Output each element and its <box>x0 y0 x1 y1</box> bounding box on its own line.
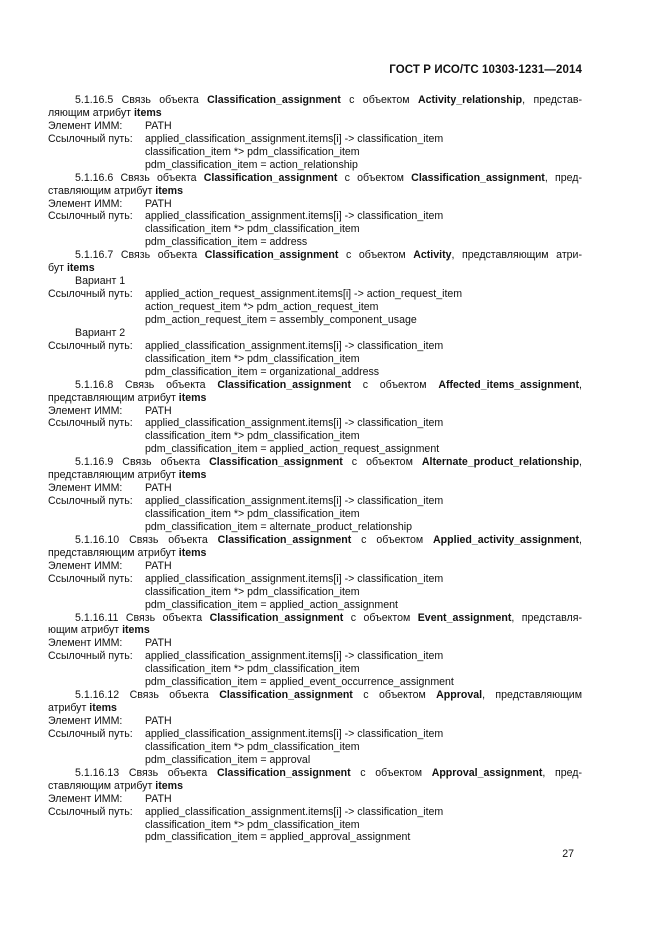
document-body <box>48 94 582 844</box>
clause-heading <box>48 767 582 780</box>
field-label: Элемент ИММ: <box>48 197 123 210</box>
field-value: PATH <box>145 792 172 805</box>
clause-heading-cont <box>48 185 582 198</box>
field-value: action_request_item *> pdm_action_request_item <box>145 301 379 313</box>
text-run: с объектом <box>337 171 412 184</box>
text-run: с объектом <box>340 94 418 106</box>
clause-heading <box>48 456 582 469</box>
text-run: с объектом <box>343 611 418 624</box>
field-value: PATH <box>145 482 172 495</box>
field-row <box>48 120 582 133</box>
field-value: pdm_classification_item = address <box>145 236 308 249</box>
field-value: classification_item *> pdm_classification_item <box>145 740 360 753</box>
field-label: Ссылочный путь: <box>48 727 133 740</box>
clause-heading-cont <box>48 262 582 275</box>
entity-name: items <box>155 184 183 197</box>
field-value: applied_classification_assignment.items[i] -> classification_item <box>145 727 444 740</box>
field-value: classification_item *> pdm_classification_item <box>145 818 360 831</box>
field-row <box>48 482 582 495</box>
entity-name: Classification_assignment <box>207 94 341 106</box>
field-value: classification_item *> pdm_classification_item <box>145 352 360 365</box>
field-label: Ссылочный путь: <box>48 572 133 585</box>
field-label: Ссылочный путь: <box>48 288 133 301</box>
field-value: applied_classification_assignment.items[i] -> classification_item <box>145 572 444 585</box>
field-value: pdm_classification_item = applied_action_request_assignment <box>145 443 440 456</box>
entity-name: Classification_assignment <box>203 171 338 184</box>
entity-name: Classification_assignment <box>204 249 339 262</box>
entity-name: items <box>178 469 207 482</box>
text-run: 5.1.16.12 Связь объекта <box>75 689 220 702</box>
clause-heading-cont <box>48 392 582 405</box>
text-run: , пред- <box>544 171 582 184</box>
clause-heading-cont <box>48 624 582 637</box>
entity-name: Affected_items_assignment <box>438 378 580 391</box>
field-label: Ссылочный путь: <box>48 132 133 145</box>
field-value: pdm_classification_item = alternate_product_relationship <box>145 520 413 533</box>
clause-heading <box>48 249 582 262</box>
field-value: classification_item *> pdm_classification_item <box>145 508 360 520</box>
clause-heading-cont <box>48 702 582 715</box>
field-value: classification_item *> pdm_classification_item <box>145 145 360 158</box>
clause-heading-cont <box>48 547 582 560</box>
text-run: , <box>579 456 582 469</box>
entity-name: Classification_assignment <box>209 456 343 469</box>
text-run: 5.1.16.8 Связь объекта <box>75 378 218 391</box>
text-run: ляющим атрибут <box>48 106 134 119</box>
field-row <box>48 586 582 599</box>
entity-name: Activity_relationship <box>417 94 523 106</box>
field-value: applied_classification_assignment.items[i] -> classification_item <box>145 210 444 223</box>
entity-name: Classification_assignment <box>411 171 545 184</box>
text-run: 5.1.16.11 Связь объекта <box>75 611 210 624</box>
field-row <box>48 831 582 844</box>
field-row <box>48 417 582 430</box>
field-value: classification_item *> pdm_classification_item <box>145 663 360 676</box>
variant-label: Вариант 1 <box>75 275 126 288</box>
field-label: Элемент ИММ: <box>48 482 123 495</box>
clause-heading <box>48 94 582 107</box>
field-label: Элемент ИММ: <box>48 715 123 727</box>
field-row <box>48 637 582 650</box>
field-row <box>48 146 582 159</box>
document-header: ГОСТ Р ИСО/ТС 10303-1231—2014 <box>389 64 582 76</box>
text-run: с объектом <box>338 249 414 262</box>
field-label: Ссылочный путь: <box>48 339 133 352</box>
field-row <box>48 443 582 456</box>
field-row <box>48 198 582 211</box>
clause-heading-cont <box>48 469 582 482</box>
entity-name: items <box>66 262 95 275</box>
field-value: applied_classification_assignment.items[i] -> classification_item <box>145 650 444 663</box>
entity-name: Classification_assignment <box>217 378 351 391</box>
field-label: Элемент ИММ: <box>48 119 123 132</box>
text-run: с объектом <box>351 533 434 546</box>
text-run: , представляющим атри- <box>451 249 583 262</box>
field-row <box>48 236 582 249</box>
field-label: Элемент ИММ: <box>48 404 123 417</box>
field-value: classification_item *> pdm_classification_item <box>145 430 360 443</box>
field-value: pdm_action_request_item = assembly_component_usage <box>145 313 417 326</box>
field-label: Ссылочный путь: <box>48 210 133 223</box>
entity-name: Event_assignment <box>417 611 512 624</box>
text-run: с объектом <box>350 766 432 779</box>
clause-heading-cont <box>48 107 582 120</box>
text-run: , представляющим <box>482 689 582 702</box>
entity-name: Classification_assignment <box>216 766 351 779</box>
clause-heading-cont <box>48 780 582 793</box>
field-value: pdm_classification_item = action_relationship <box>145 158 358 171</box>
text-run: , представля- <box>511 611 582 624</box>
field-label: Ссылочный путь: <box>48 417 133 430</box>
field-row <box>48 793 582 806</box>
field-row <box>48 301 582 314</box>
field-row <box>48 819 582 832</box>
text-run: атрибут <box>48 702 90 715</box>
text-run: с объектом <box>342 456 422 469</box>
entity-name: Classification_assignment <box>219 689 353 702</box>
field-row <box>48 806 582 819</box>
entity-name: items <box>178 391 207 404</box>
text-run: представляющим атрибут <box>48 391 179 404</box>
field-row <box>48 573 582 586</box>
field-row <box>48 741 582 754</box>
field-value: classification_item *> pdm_classification_item <box>145 223 360 236</box>
field-label: Ссылочный путь: <box>48 805 133 818</box>
field-value: classification_item *> pdm_classification_item <box>145 585 360 598</box>
field-row <box>48 599 582 612</box>
entity-name: Classification_assignment <box>217 533 352 546</box>
text-run: 5.1.16.9 Связь объекта <box>75 456 210 469</box>
text-run: , <box>579 378 582 391</box>
entity-name: items <box>155 779 183 792</box>
text-run: представляющим атрибут <box>48 469 179 482</box>
entity-name: Alternate_product_relationship <box>421 456 580 469</box>
field-row <box>48 495 582 508</box>
field-value: PATH <box>145 119 172 132</box>
field-value: pdm_classification_item = approval <box>145 753 311 766</box>
clause-heading <box>48 689 582 702</box>
field-label: Элемент ИММ: <box>48 559 123 572</box>
entity-name: items <box>89 702 117 715</box>
text-run: , пред- <box>542 766 582 779</box>
field-value: pdm_classification_item = applied_action_assignment <box>145 598 398 611</box>
field-row <box>48 210 582 223</box>
field-value: applied_classification_assignment.items[i] -> classification_item <box>145 417 444 430</box>
variant-label: Вариант 2 <box>75 326 126 339</box>
field-label: Ссылочный путь: <box>48 650 133 663</box>
field-value: applied_action_request_assignment.items[i] -> action_request_item <box>145 288 463 301</box>
field-value: pdm_classification_item = applied_approval_assignment <box>145 831 411 844</box>
field-value: PATH <box>145 197 172 210</box>
clause-heading <box>48 172 582 185</box>
text-run: ставляющим атрибут <box>48 184 156 197</box>
entity-name: Activity <box>413 249 452 262</box>
field-row <box>48 715 582 728</box>
field-row <box>48 405 582 418</box>
entity-name: items <box>178 546 207 559</box>
text-run: , представ- <box>522 94 583 106</box>
field-row <box>48 340 582 353</box>
text-run: с объектом <box>350 378 439 391</box>
text-run: с объектом <box>352 689 437 702</box>
entity-name: Approval <box>436 689 483 702</box>
field-label: Элемент ИММ: <box>48 792 123 805</box>
field-row <box>48 663 582 676</box>
field-value: applied_classification_assignment.items[i] -> classification_item <box>145 132 444 145</box>
text-run: 5.1.16.10 Связь объекта <box>75 533 218 546</box>
entity-name: Classification_assignment <box>209 611 344 624</box>
field-row <box>48 650 582 663</box>
field-row <box>48 223 582 236</box>
clause-heading <box>48 379 582 392</box>
field-label: Ссылочный путь: <box>48 495 133 508</box>
text-run: 5.1.16.5 Связь объекта <box>75 94 208 106</box>
field-label: Элемент ИММ: <box>48 637 123 650</box>
text-run: 5.1.16.6 Связь объекта <box>75 171 204 184</box>
entity-name: items <box>122 624 150 637</box>
field-value: PATH <box>145 715 172 727</box>
field-value: PATH <box>145 637 172 650</box>
field-row <box>48 159 582 172</box>
field-value: applied_classification_assignment.items[i] -> classification_item <box>145 805 444 818</box>
field-value: PATH <box>145 559 172 572</box>
field-row <box>48 560 582 573</box>
text-run: ставляющим атрибут <box>48 779 156 792</box>
text-run: , <box>579 533 582 546</box>
field-row <box>48 430 582 443</box>
field-row <box>48 353 582 366</box>
entity-name: items <box>133 106 162 119</box>
field-row <box>48 728 582 741</box>
entity-name: Applied_activity_assignment <box>433 533 580 546</box>
field-value: applied_classification_assignment.items[i] -> classification_item <box>145 495 444 508</box>
text-run: бут <box>48 262 67 275</box>
field-value: pdm_classification_item = organizational_address <box>145 365 380 378</box>
field-row <box>48 676 582 689</box>
clause-heading <box>48 534 582 547</box>
page-number: 27 <box>562 848 574 860</box>
field-row <box>48 366 582 379</box>
field-row <box>48 314 582 327</box>
text-run: ющим атрибут <box>48 624 123 637</box>
field-row <box>48 133 582 146</box>
field-row <box>48 754 582 767</box>
field-value: pdm_classification_item = applied_event_occurrence_assignment <box>145 676 454 689</box>
text-run: 5.1.16.13 Связь объекта <box>75 766 217 779</box>
text-run: 5.1.16.7 Связь объекта <box>75 249 205 262</box>
field-row <box>48 521 582 534</box>
field-value: PATH <box>145 404 172 417</box>
field-value: applied_classification_assignment.items[i] -> classification_item <box>145 339 444 352</box>
text-run: представляющим атрибут <box>48 546 179 559</box>
field-row <box>48 508 582 521</box>
entity-name: Approval_assignment <box>431 766 543 779</box>
clause-heading <box>48 612 582 625</box>
field-row <box>48 288 582 301</box>
